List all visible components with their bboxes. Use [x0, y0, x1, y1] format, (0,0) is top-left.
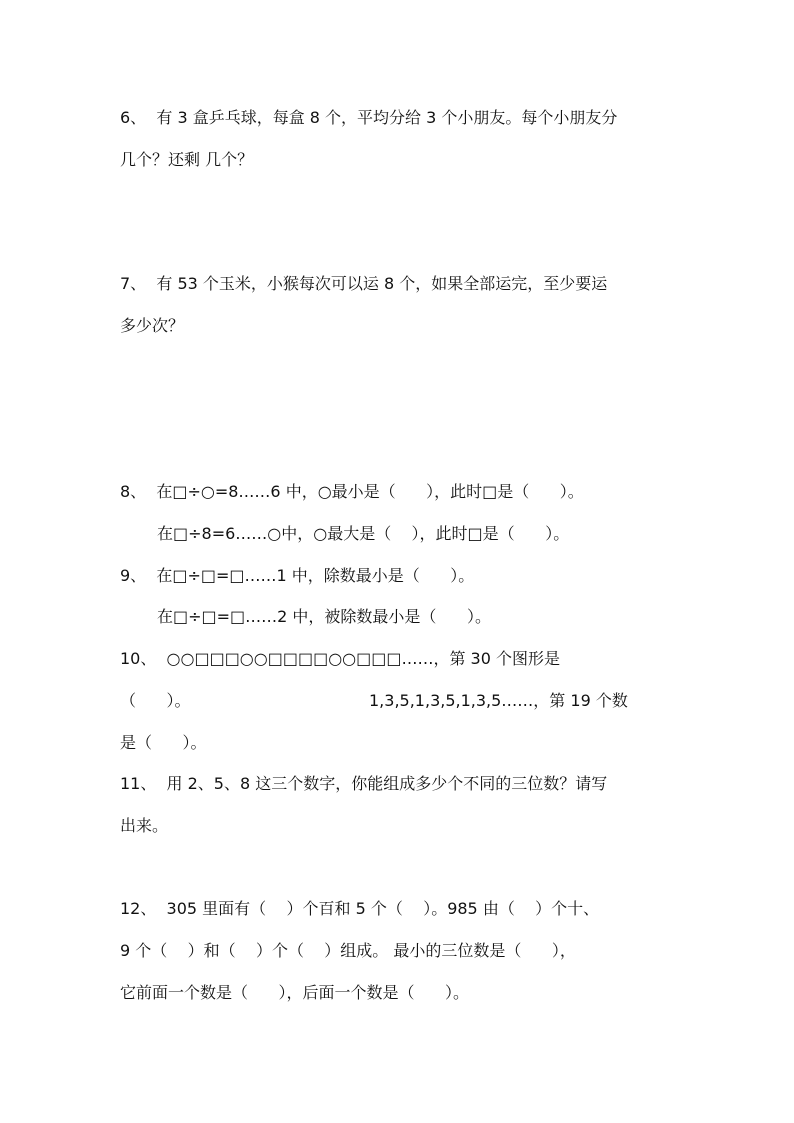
question-10-line-2a: （ ）。 — [120, 691, 191, 710]
question-10-line-2b: 1,3,5,1,3,5,1,3,5……，第 19 个数 — [369, 691, 628, 710]
question-10-line-1: 10、 ○○□□□○○□□□□○○□□□……，第 30 个图形是 — [120, 649, 561, 668]
question-7-line-2: 多少次？ — [120, 316, 185, 335]
question-11-line-2: 出来。 — [120, 816, 169, 835]
question-11-line-1: 11、 用 2、5、8 这三个数字，你能组成多少个不同的三位数？请写 — [120, 774, 608, 793]
question-6-line-2: 几个？还剩 几个？ — [120, 150, 254, 169]
question-12-line-2: 9 个（ ）和（ ）个（ ）组成。 最小的三位数是（ ）， — [120, 941, 576, 960]
question-12-line-1: 12、 305 里面有（ ）个百和 5 个（ ）。985 由（ ）个十、 — [120, 899, 600, 918]
question-6-line-1: 6、 有 3 盒乒乓球，每盒 8 个，平均分给 3 个小朋友。每个小朋友分 — [120, 108, 618, 127]
question-9-line-1: 9、 在□÷□=□……1 中，除数最小是（ ）。 — [120, 566, 475, 585]
question-9-line-2: 在□÷□=□……2 中，被除数最小是（ ）。 — [157, 607, 491, 626]
question-12-line-3: 它前面一个数是（ ），后面一个数是（ ）。 — [120, 983, 470, 1002]
question-7-line-1: 7、 有 53 个玉米，小猴每次可以运 8 个，如果全部运完，至少要运 — [120, 274, 608, 293]
question-8-line-1: 8、 在□÷○=8……6 中，○最小是（ ），此时□是（ ）。 — [120, 482, 584, 501]
question-10-line-3: 是（ ）。 — [120, 733, 207, 752]
question-8-line-2: 在□÷8=6……○中，○最大是（ ），此时□是（ ）。 — [157, 524, 570, 543]
